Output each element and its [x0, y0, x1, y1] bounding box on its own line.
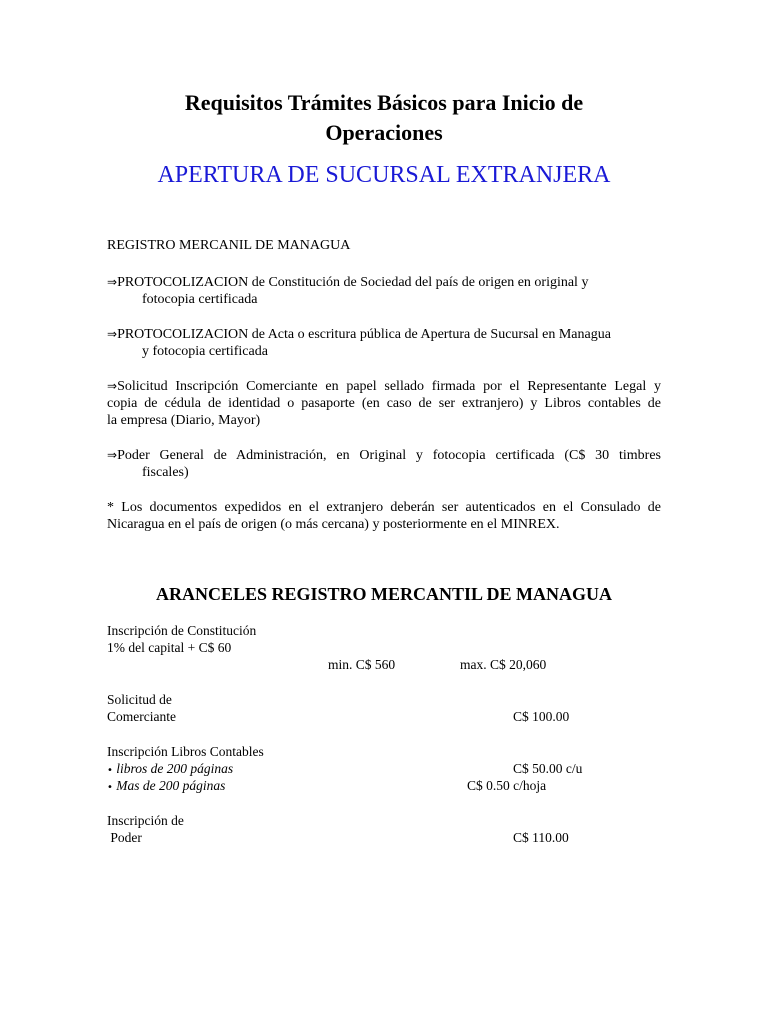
fee-label: Inscripción de [107, 813, 184, 828]
fee-label: Comerciante [107, 709, 176, 724]
arrow-right-icon: ⇒ [107, 448, 118, 462]
requirement-text-continued: fotocopia certificada [142, 292, 258, 307]
fee-amount: C$ 0.50 c/hoja [467, 778, 547, 793]
document-title-line2: Operaciones [325, 120, 443, 145]
arrow-right-icon: ⇒ [107, 275, 118, 289]
requirement-text-continued: copia de cédula de identidad o pasaporte (en caso de ser extranjero) y Libros contables de [107, 396, 661, 411]
fee-amount: C$ 50.00 c/u [513, 761, 583, 776]
requirement-text: PROTOCOLIZACION de Constitución de Sociedad del país de origen en original y [117, 275, 589, 290]
fee-sub-item-label: libros de 200 páginas [116, 761, 234, 776]
requirement-item [107, 378, 661, 429]
fee-label: Solicitud de [107, 692, 172, 707]
fee-max-amount: max. C$ 20,060 [460, 657, 547, 672]
requirement-item [107, 326, 661, 360]
fees-heading: ARANCELES REGISTRO MERCANTIL DE MANAGUA [155, 584, 613, 604]
fee-sub-item [107, 777, 225, 796]
requirement-text-continued: la empresa (Diario, Mayor) [107, 413, 261, 428]
requirement-text: Poder General de Administración, en Original y fotocopia certificada (C$ 30 timbres [117, 448, 661, 463]
requirement-text: PROTOCOLIZACION de Acta o escritura pública de Apertura de Sucursal en Managua [117, 327, 611, 342]
section-heading: REGISTRO MERCANIL DE MANAGUA [107, 238, 351, 253]
document-subtitle: APERTURA DE SUCURSAL EXTRANJERA [157, 162, 611, 188]
fee-amount: C$ 100.00 [513, 709, 570, 724]
requirement-text-continued: fiscales) [142, 465, 189, 480]
document-title-line1: Requisitos Trámites Básicos para Inicio de [184, 90, 584, 115]
arrow-right-icon: ⇒ [107, 379, 118, 393]
bullet-icon: • [107, 782, 113, 793]
fee-label: Inscripción de Constitución [107, 623, 257, 638]
fee-label: 1% del capital + C$ 60 [107, 640, 232, 655]
arrow-right-icon: ⇒ [107, 327, 118, 341]
requirement-text-continued: y fotocopia certificada [142, 344, 268, 359]
fee-amount: C$ 110.00 [513, 830, 569, 845]
fee-label: Inscripción Libros Contables [107, 744, 264, 759]
note-text-continued: Nicaragua en el país de origen (o más cercana) y posteriormente en el MINREX. [107, 517, 560, 532]
note-text: * Los documentos expedidos en el extranjero deberán ser autenticados en el Consulado de [107, 500, 661, 515]
bullet-icon: • [107, 765, 113, 776]
requirement-text: Solicitud Inscripción Comerciante en papel sellado firmada por el Representante Legal y [117, 379, 661, 394]
fee-min-amount: min. C$ 560 [328, 657, 396, 672]
fee-label: Poder [107, 830, 142, 845]
note-paragraph [107, 499, 661, 533]
requirement-item [107, 274, 661, 308]
fee-sub-item-label: Mas de 200 páginas [116, 778, 226, 793]
requirement-item [107, 447, 661, 481]
